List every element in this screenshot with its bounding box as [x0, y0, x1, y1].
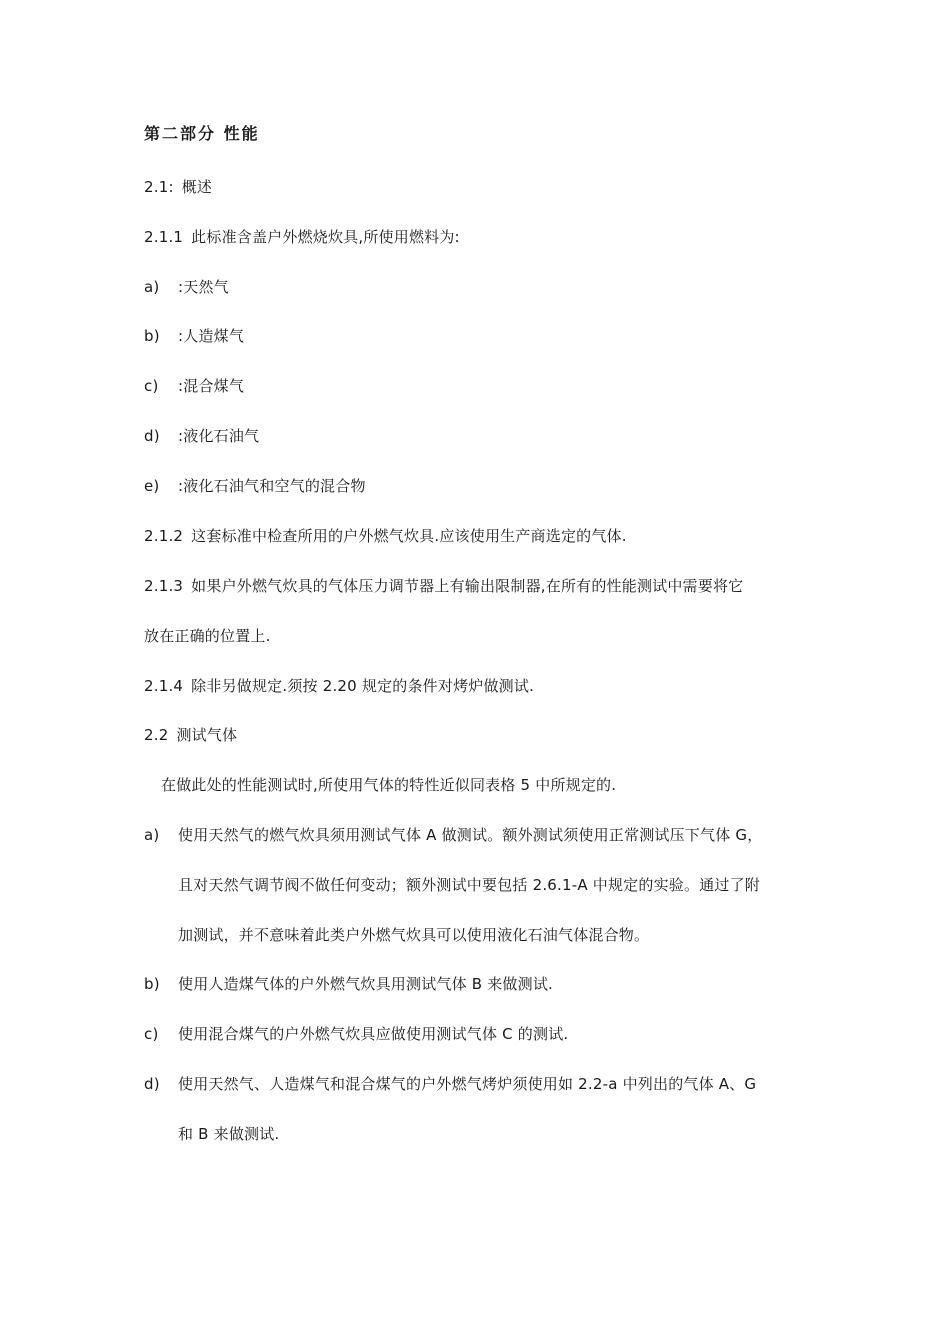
list-label: b)	[144, 327, 160, 345]
fuel-item	[144, 376, 244, 396]
clause-text: 除非另做规定.须按 2.20 规定的条件对烤炉做测试.	[191, 677, 535, 695]
section-title: 测试气体	[176, 726, 238, 744]
section-2-2	[144, 725, 237, 745]
gas-item	[144, 1074, 756, 1094]
gas-item	[144, 974, 553, 994]
clause-2-1-1	[144, 227, 460, 247]
fuel-item	[144, 277, 229, 297]
list-text: 使用天然气的燃气炊具须用测试气体 A 做测试。额外测试须使用正常测试压下气体 G，	[178, 826, 763, 844]
section-title: 概述	[181, 178, 213, 196]
intro-paragraph: 在做此处的性能测试时,所使用气体的特性近似同表格 5 中所规定的.	[161, 776, 617, 794]
list-text: :天然气	[178, 278, 229, 296]
clause-text: 如果户外燃气炊具的气体压力调节器上有输出限制器,在所有的性能测试中需要将它	[191, 577, 744, 595]
clause-text: 此标准含盖户外燃烧炊具,所使用燃料为:	[191, 228, 460, 246]
list-text: 使用混合煤气的户外燃气炊具应做使用测试气体 C 的测试.	[178, 1025, 569, 1043]
clause-number: 2.1.4	[144, 677, 184, 695]
list-label: d)	[144, 1075, 160, 1093]
list-label: a)	[144, 278, 160, 296]
clause-continuation: 放在正确的位置上.	[144, 627, 271, 645]
clause-text: 这套标准中检查所用的户外燃气炊具.应该使用生产商选定的气体.	[191, 527, 627, 545]
list-text-continuation: 且对天然气调节阀不做任何变动；额外测试中要包括 2.6.1-A 中规定的实验。通过了附	[178, 876, 760, 894]
list-label: c)	[144, 377, 159, 395]
clause-number: 2.1.1	[144, 228, 184, 246]
list-label: b)	[144, 975, 160, 993]
fuel-item	[144, 426, 259, 446]
list-text: :液化石油气和空气的混合物	[178, 477, 366, 495]
list-text: 使用天然气、人造煤气和混合煤气的户外燃气烤炉须使用如 2.2-a 中列出的气体 A、G	[178, 1075, 757, 1093]
list-label: a)	[144, 826, 160, 844]
list-text-continuation: 和 B 来做测试.	[178, 1125, 280, 1143]
clause-number: 2.1.2	[144, 527, 184, 545]
section-number: 2.2	[144, 726, 169, 744]
list-text: :人造煤气	[178, 327, 245, 345]
fuel-item	[144, 326, 244, 346]
section-2-1	[144, 177, 212, 197]
section-number: 2.1:	[144, 178, 174, 196]
list-label: e)	[144, 477, 160, 495]
list-text: :液化石油气	[178, 427, 260, 445]
section-heading: 第二部分 性能	[144, 124, 260, 143]
list-text-continuation: 加测试，并不意味着此类户外燃气炊具可以使用液化石油气体混合物。	[178, 926, 650, 944]
clause-number: 2.1.3	[144, 577, 184, 595]
fuel-item	[144, 476, 366, 496]
clause-2-1-3	[144, 576, 743, 596]
list-text: 使用人造煤气体的户外燃气炊具用测试气体 B 来做测试.	[178, 975, 553, 993]
clause-2-1-4	[144, 676, 534, 696]
list-text: :混合煤气	[178, 377, 245, 395]
gas-item	[144, 825, 762, 845]
clause-2-1-2	[144, 526, 627, 546]
gas-item	[144, 1024, 568, 1044]
list-label: d)	[144, 427, 160, 445]
list-label: c)	[144, 1025, 159, 1043]
